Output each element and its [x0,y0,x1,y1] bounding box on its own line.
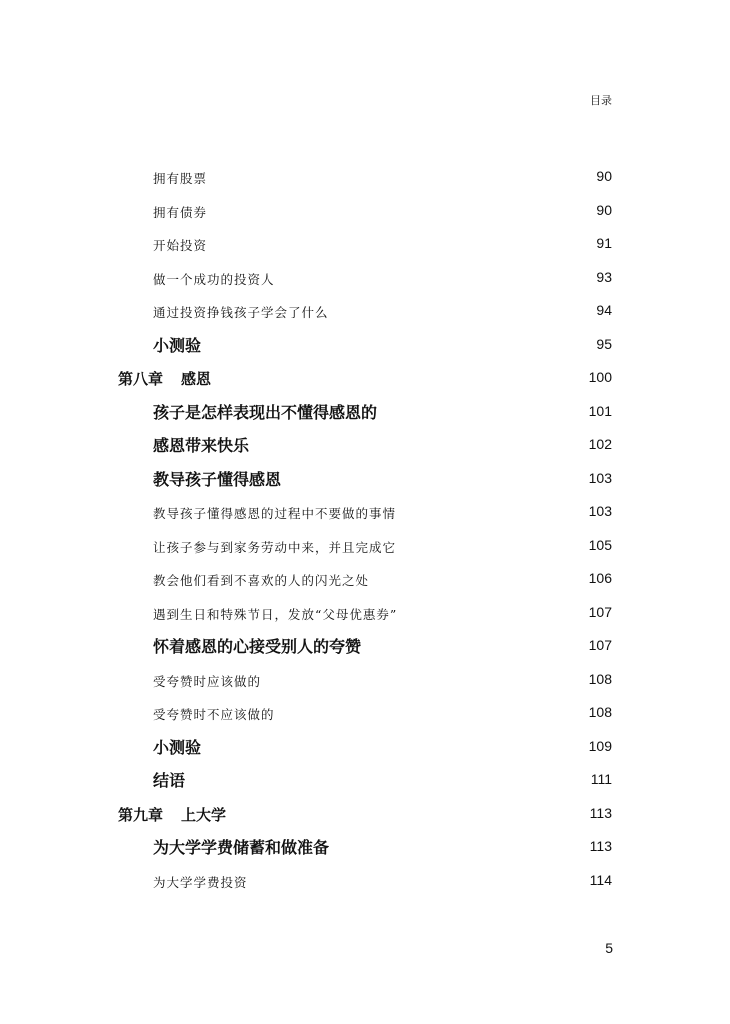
toc-entry-title: 通过投资挣钱孩子学会了什么 [153,305,329,320]
toc-entry-page: 93 [596,269,612,285]
toc-entry-title: 孩子是怎样表现出不懂得感恩的 [153,403,378,422]
toc-entry-title: 结语 [153,771,186,790]
toc-entry [0,799,730,829]
toc-entry-title: 为大学学费储蓄和做准备 [153,838,330,857]
toc-entry [0,397,730,427]
toc-entry-page: 107 [588,637,612,653]
toc-entry-title [118,804,226,825]
toc-entry [0,229,730,259]
toc-entry [0,464,730,494]
toc-entry [0,330,730,360]
toc-entry-title: 小测验 [153,738,202,757]
toc-entry-title: 遇到生日和特殊节日，发放“父母优惠券” [153,607,398,622]
toc-entry [0,531,730,561]
toc-entry-page: 106 [588,570,612,586]
toc-entry-page: 113 [589,805,612,821]
toc-entry [0,765,730,795]
toc-entry-page: 101 [588,403,612,419]
toc-entry [0,363,730,393]
toc-entry [0,430,730,460]
toc-entry [0,263,730,293]
toc-entry-page: 108 [588,704,612,720]
toc-entry-page: 114 [589,872,612,888]
toc-entry [0,866,730,896]
toc-entry-page: 90 [596,202,612,218]
toc-entry [0,665,730,695]
toc-entry-title: 教导孩子懂得感恩 [153,470,282,489]
toc-entry-title [118,368,211,389]
toc-entry-title: 为大学学费投资 [153,875,248,890]
toc-entry-title: 小测验 [153,336,202,355]
running-header: 目录 [590,94,612,107]
toc-entry-page: 103 [588,503,612,519]
toc-entry [0,732,730,762]
toc-entry-title: 怀着感恩的心接受别人的夸赞 [153,637,362,656]
toc-entry-title: 教导孩子懂得感恩的过程中不要做的事情 [153,506,397,521]
toc-entry-title: 做一个成功的投资人 [153,272,275,287]
toc-entry-page: 94 [596,302,612,318]
toc-entry [0,832,730,862]
chapter-number: 第九章 [118,806,164,824]
toc-entry [0,698,730,728]
toc-entry [0,598,730,628]
toc-entry-title: 受夸赞时不应该做的 [153,707,275,722]
toc-entry-title: 开始投资 [153,238,208,253]
chapter-number: 第八章 [118,370,164,388]
toc-entry-page: 91 [596,235,612,251]
toc-entry-title: 让孩子参与到家务劳动中来，并且完成它 [153,540,397,555]
toc-entry [0,497,730,527]
toc-entry-title: 受夸赞时应该做的 [153,674,262,689]
toc-entry-page: 109 [588,738,612,754]
toc-entry [0,296,730,326]
chapter-title: 感恩 [181,370,212,388]
toc-entry-title: 拥有股票 [153,171,208,186]
toc-entry [0,564,730,594]
toc-entry [0,631,730,661]
toc-entry-page: 108 [588,671,612,687]
toc-entry-page: 103 [588,470,612,486]
toc-entry-page: 100 [588,369,612,385]
page-number: 5 [605,940,613,956]
toc-entry-page: 90 [596,168,612,184]
toc-entry [0,196,730,226]
toc-entry-page: 95 [596,336,612,352]
toc-entry-page: 107 [588,604,612,620]
toc-entry-page: 105 [588,537,612,553]
toc-entry-title: 教会他们看到不喜欢的人的闪光之处 [153,573,370,588]
toc-entry [0,162,730,192]
chapter-title: 上大学 [181,806,227,824]
toc-entry-page: 102 [588,436,612,452]
toc-entry-title: 感恩带来快乐 [153,436,250,455]
toc-entry-page: 113 [589,838,612,854]
toc-entry-title: 拥有债券 [153,205,208,220]
toc-entry-page: 111 [590,771,612,787]
